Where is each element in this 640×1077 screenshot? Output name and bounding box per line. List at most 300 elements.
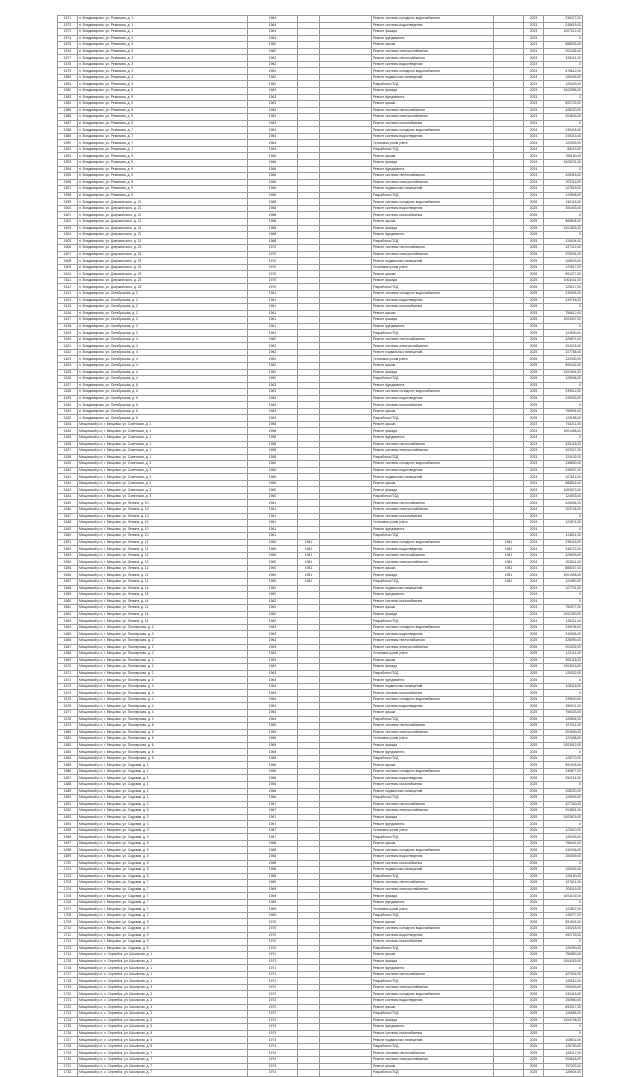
row-number-cell: 1726 — [58, 1030, 78, 1037]
cost-cell: 240115,00 — [544, 199, 583, 206]
built-year-cell: 1961 — [248, 520, 298, 527]
planned-year-cell: 2024 — [524, 546, 544, 553]
renovation-year-cell: 1981 — [298, 546, 320, 553]
cost-cell: 238830,00 — [544, 461, 583, 468]
work-type-cell: Ремонт системы водоотведения — [372, 631, 494, 638]
address-cell: Мещовский р-н, г. Мещовск, ул. Ленина, д. 10 — [78, 526, 248, 533]
work-type-cell: Ремонт системы электроснабжения — [372, 729, 494, 736]
work-type-cell: Ремонт фасада — [372, 225, 494, 232]
cost-cell: 1004102,00 — [544, 893, 583, 900]
built-year-cell: 1970 — [248, 945, 298, 952]
address-cell: Мещовский р-н, с. Серпейск, ул. Школьная, д. 1 — [78, 978, 248, 985]
address-cell: п. Владимирово, ул. Ремизова, д. 5 — [78, 101, 248, 108]
built-year-cell: 1971 — [248, 965, 298, 972]
address-cell: Мещовский р-н, г. Мещовск, ул. Садовая, д. 1 — [78, 762, 248, 769]
address-cell: Мещовский р-н, г. Мещовск, ул. Пионерская, д. 4 — [78, 677, 248, 684]
cost-cell: 890442,00 — [544, 362, 583, 369]
cost-cell: 248907,00 — [544, 467, 583, 474]
work-type-cell: Ремонт системы водоотведения — [372, 998, 494, 1005]
cost-cell: 240415,00 — [544, 991, 583, 998]
planned-year-cell: 2023 — [524, 428, 544, 435]
row-number-cell: 1688 — [58, 781, 78, 788]
row-number-cell: 1612 — [58, 284, 78, 291]
built-year-cell: 1965 — [248, 736, 298, 743]
work-type-cell: Ремонт системы электроснабжения — [372, 507, 494, 514]
work-type-cell: Разработка ПСД — [372, 579, 494, 586]
address-cell: п. Владимирово, ул. Октябрьская, д. 4 — [78, 343, 248, 350]
built-year-cell: 1970 — [248, 245, 298, 252]
row-number-cell: 1692 — [58, 808, 78, 815]
row-number-cell: 1669 — [58, 657, 78, 664]
work-type-cell: Установка узлов учета — [372, 520, 494, 527]
cost-cell: 1000873,00 — [544, 487, 583, 494]
row-number-cell: 1621 — [58, 343, 78, 350]
cost-cell: 889207,00 — [544, 565, 583, 572]
cost-cell: 756023,00 — [544, 709, 583, 716]
address-cell: Мещовский р-н, г. Мещовск, ул. Садовая, д. 5 — [78, 867, 248, 874]
work-type-cell: Ремонт системы водоотведения — [372, 133, 494, 140]
work-type-cell: Ремонт системы газоснабжения — [372, 1030, 494, 1037]
row-number-cell: 1637 — [58, 448, 78, 455]
planned-year-cell: 2025 — [524, 284, 544, 291]
cost-cell: 1005231,00 — [544, 160, 583, 167]
row-number-cell: 1580 — [58, 74, 78, 81]
built-year-cell: 1962 — [248, 611, 298, 618]
address-cell: п. Владимирово, ул. Октябрьская, д. 6 — [78, 408, 248, 415]
planned-year-cell: 2025 — [524, 677, 544, 684]
planned-year-cell: 2023 — [524, 421, 544, 428]
cost-cell: 122807,00 — [544, 906, 583, 913]
address-cell: п. Владимирово, ул. Ремизова, д. 5 — [78, 88, 248, 95]
work-type-cell: Ремонт подвальных помещений — [372, 1037, 494, 1044]
cost-cell: 427611,00 — [544, 880, 583, 887]
planned-year-cell: 2025 — [524, 991, 544, 998]
work-type-cell: Ремонт крыши — [372, 42, 494, 49]
row-number-cell: 1602 — [58, 218, 78, 225]
cost-cell: 1003307,00 — [544, 317, 583, 324]
built-year-cell: 1970 — [248, 271, 298, 278]
cost-cell: 1004708,00 — [544, 1017, 583, 1024]
row-number-cell: 1655 — [58, 565, 78, 572]
planned-year-cell: 2024 — [524, 500, 544, 507]
row-number-cell: 1575 — [58, 42, 78, 49]
cost-cell: 426871,00 — [544, 336, 583, 343]
cost-cell: 426315,00 — [544, 173, 583, 180]
row-number-cell: 1700 — [58, 860, 78, 867]
cost-cell: 0 — [544, 35, 583, 42]
work-type-cell: Ремонт подвальных помещений — [372, 788, 494, 795]
row-number-cell: 1706 — [58, 899, 78, 906]
address-cell: Мещовский р-н, с. Серпейск, ул. Школьная, д. 1 — [78, 971, 248, 978]
cost-cell: 1004415,00 — [544, 958, 583, 965]
row-number-cell: 1615 — [58, 304, 78, 311]
address-cell: Мещовский р-н, г. Мещовск, ул. Советская, д. 1 — [78, 448, 248, 455]
built-year-cell: 1963 — [248, 670, 298, 677]
planned-year-cell: 2025 — [524, 755, 544, 762]
row-number-cell: 1679 — [58, 723, 78, 730]
address-cell: Мещовский р-н, г. Мещовск, ул. Ленина, д. 12 — [78, 565, 248, 572]
row-number-cell: 1694 — [58, 821, 78, 828]
planned-year-cell: 2025 — [524, 218, 544, 225]
row-number-cell: 1709 — [58, 919, 78, 926]
row-number-cell: 1644 — [58, 493, 78, 500]
planned-year-cell: 2025 — [524, 1063, 544, 1070]
planned-year-cell: 2025 — [524, 906, 544, 913]
address-cell: п. Владимирово, ул. Дзержинского, д. 21 — [78, 232, 248, 239]
work-type-cell: Ремонт системы холодного водоснабжения — [372, 847, 494, 854]
work-type-cell: Ремонт системы электроснабжения — [372, 48, 494, 55]
cost-cell: 476612,00 — [544, 68, 583, 75]
planned-year-cell: 2025 — [524, 736, 544, 743]
built-year-cell: 1972 — [248, 991, 298, 998]
planned-year-cell: 2024 — [524, 153, 544, 160]
cost-cell: 0 — [544, 749, 583, 756]
built-year-cell: 1965 — [248, 749, 298, 756]
address-cell: Мещовский р-н, с. Серпейск, ул. Школьная, д. 3 — [78, 998, 248, 1005]
planned-year-cell: 2025 — [524, 801, 544, 808]
built-year-cell: 1967 — [248, 827, 298, 834]
built-year-cell: 1968 — [248, 232, 298, 239]
row-number-cell: 1597 — [58, 186, 78, 193]
row-number-cell: 1573 — [58, 29, 78, 36]
row-number-cell: 1630 — [58, 402, 78, 409]
planned-year-cell: 2025 — [524, 683, 544, 690]
renovation-year-cell: 1981 — [298, 552, 320, 559]
built-year-cell: 1965 — [248, 742, 298, 749]
work-type-cell: Ремонт системы газоснабжения — [372, 598, 494, 605]
address-cell: Мещовский р-н, г. Мещовск, ул. Садовая, д. 7 — [78, 893, 248, 900]
planned-year-cell: 2025 — [524, 277, 544, 284]
built-year-cell: 1962 — [248, 376, 298, 383]
row-number-cell: 1640 — [58, 467, 78, 474]
planned-year-cell: 2025 — [524, 834, 544, 841]
work-type-cell: Разработка ПСД — [372, 1011, 494, 1018]
row-number-cell: 1710 — [58, 926, 78, 933]
work-type-cell: Ремонт подвальных помещений — [372, 867, 494, 874]
row-number-cell: 1586 — [58, 114, 78, 121]
built-year-cell: 1962 — [248, 618, 298, 625]
built-year-cell: 1971 — [248, 971, 298, 978]
built-year-cell: 1960 — [248, 474, 298, 481]
row-number-cell: 1585 — [58, 107, 78, 114]
work-type-cell: Установка узлов учета — [372, 827, 494, 834]
extra-year-cell: 1981 — [494, 559, 524, 566]
address-cell: п. Владимирово, ул. Октябрьская, д. 2 — [78, 323, 248, 330]
planned-year-cell: 2024 — [524, 565, 544, 572]
row-number-cell: 1605 — [58, 238, 78, 245]
address-cell: Мещовский р-н, г. Мещовск, ул. Ленина, д. 10 — [78, 533, 248, 540]
cost-cell: 249718,00 — [544, 297, 583, 304]
built-year-cell: 1966 — [248, 186, 298, 193]
address-cell: Мещовский р-н, г. Мещовск, ул. Советская, д. 3 — [78, 480, 248, 487]
cost-cell: 239640,00 — [544, 696, 583, 703]
planned-year-cell: 2025 — [524, 854, 544, 861]
work-type-cell: Ремонт системы газоснабжения — [372, 304, 494, 311]
planned-year-cell: 2024 — [524, 146, 544, 153]
cost-cell: 248722,00 — [544, 546, 583, 553]
built-year-cell: 1970 — [248, 932, 298, 939]
row-number-cell: 1606 — [58, 245, 78, 252]
address-cell: Мещовский р-н, г. Мещовск, ул. Садовая, д. 9 — [78, 945, 248, 952]
address-cell: Мещовский р-н, г. Мещовск, ул. Садовая, д. 1 — [78, 795, 248, 802]
planned-year-cell: 2025 — [524, 395, 544, 402]
planned-year-cell: 2025 — [524, 775, 544, 782]
address-cell: Мещовский р-н, г. Мещовск, ул. Пионерская, д. 4 — [78, 716, 248, 723]
planned-year-cell: 2024 — [524, 127, 544, 134]
planned-year-cell: 2025 — [524, 343, 544, 350]
work-type-cell: Ремонт системы электроснабжения — [372, 984, 494, 991]
built-year-cell: 1966 — [248, 795, 298, 802]
address-cell: Мещовский р-н, г. Мещовск, ул. Ленина, д. 12 — [78, 559, 248, 566]
cost-cell: 755377,00 — [544, 605, 583, 612]
built-year-cell: 1962 — [248, 74, 298, 81]
cost-cell: 107756,00 — [544, 349, 583, 356]
address-cell: п. Владимирово, ул. Дзержинского, д. 23 — [78, 258, 248, 265]
address-cell: Мещовский р-н, г. Мещовск, ул. Советская, д. 1 — [78, 428, 248, 435]
planned-year-cell: 2025 — [524, 716, 544, 723]
address-cell: п. Владимирово, ул. Октябрьская, д. 4 — [78, 349, 248, 356]
built-year-cell: 1964 — [248, 696, 298, 703]
work-type-cell: Ремонт крыши — [372, 408, 494, 415]
address-cell: п. Владимирово, ул. Ремизова, д. 9 — [78, 192, 248, 199]
built-year-cell: 1972 — [248, 1011, 298, 1018]
built-year-cell: 1974 — [248, 1070, 298, 1077]
address-cell: Мещовский р-н, г. Мещовск, ул. Советская, д. 1 — [78, 421, 248, 428]
extra-year-cell: 1981 — [494, 539, 524, 546]
built-year-cell: 1966 — [248, 781, 298, 788]
work-type-cell: Ремонт системы электроснабжения — [372, 251, 494, 258]
address-cell: Мещовский р-н, г. Мещовск, ул. Садовая, д. 9 — [78, 939, 248, 946]
row-number-cell: 1717 — [58, 971, 78, 978]
address-cell: п. Владимирово, ул. Октябрьская, д. 6 — [78, 395, 248, 402]
planned-year-cell: 2024 — [524, 179, 544, 186]
address-cell: Мещовский р-н, г. Мещовск, ул. Советская, д. 3 — [78, 467, 248, 474]
cost-cell: 1001825,00 — [544, 225, 583, 232]
row-number-cell: 1708 — [58, 912, 78, 919]
planned-year-cell: 2025 — [524, 1056, 544, 1063]
row-number-cell: 1701 — [58, 867, 78, 874]
cost-cell: 892017,00 — [544, 1004, 583, 1011]
address-cell: п. Владимирово, ул. Ремизова, д. 5 — [78, 94, 248, 101]
work-type-cell: Ремонт системы водоотведения — [372, 703, 494, 710]
address-cell: п. Владимирово, ул. Дзержинского, д. 21 — [78, 218, 248, 225]
cost-cell: 124960,00 — [544, 579, 583, 586]
cost-cell: 248615,00 — [544, 22, 583, 29]
planned-year-cell: 2023 — [524, 16, 544, 23]
work-type-cell: Ремонт системы водоотведения — [372, 854, 494, 861]
address-cell: Мещовский р-н, г. Мещовск, ул. Советская, д. 1 — [78, 435, 248, 442]
built-year-cell: 1958 — [248, 421, 298, 428]
row-number-cell: 1725 — [58, 1024, 78, 1031]
work-type-cell: Ремонт системы холодного водоснабжения — [372, 991, 494, 998]
planned-year-cell: 2025 — [524, 1043, 544, 1050]
work-type-cell: Ремонт системы холодного водоснабжения — [372, 199, 494, 206]
planned-year-cell: 2025 — [524, 225, 544, 232]
work-type-cell: Установка узлов учета — [372, 264, 494, 271]
row-number-cell: 1610 — [58, 271, 78, 278]
work-type-cell: Ремонт системы холодного водоснабжения — [372, 696, 494, 703]
planned-year-cell: 2025 — [524, 781, 544, 788]
built-year-cell: 1960 — [248, 579, 298, 586]
work-type-cell: Ремонт крыши — [372, 101, 494, 108]
cost-cell: 889604,00 — [544, 218, 583, 225]
built-year-cell: 1966 — [248, 788, 298, 795]
address-cell: Мещовский р-н, г. Мещовск, ул. Пионерская, д. 4 — [78, 709, 248, 716]
cost-cell: 888525,00 — [544, 42, 583, 49]
renovation-year-cell: 1981 — [298, 565, 320, 572]
planned-year-cell: 2025 — [524, 945, 544, 952]
row-number-cell: 1678 — [58, 716, 78, 723]
work-type-cell: Разработка ПСД — [372, 670, 494, 677]
built-year-cell: 1966 — [248, 166, 298, 173]
row-number-cell: 1685 — [58, 762, 78, 769]
cost-cell: 0 — [544, 965, 583, 972]
work-type-cell: Ремонт крыши — [372, 310, 494, 317]
cost-cell: 892729,00 — [544, 101, 583, 108]
planned-year-cell: 2025 — [524, 232, 544, 239]
address-cell: Мещовский р-н, с. Серпейск, ул. Школьная, д. 7 — [78, 1056, 248, 1063]
planned-year-cell: 2023 — [524, 120, 544, 127]
address-cell: Мещовский р-н, г. Мещовск, ул. Садовая, д. 3 — [78, 821, 248, 828]
cost-cell: 125322,00 — [544, 670, 583, 677]
row-number-cell: 1687 — [58, 775, 78, 782]
cost-cell: 0 — [544, 781, 583, 788]
row-number-cell: 1682 — [58, 742, 78, 749]
work-type-cell: Разработка ПСД — [372, 834, 494, 841]
row-number-cell: 1667 — [58, 644, 78, 651]
row-number-cell: 1624 — [58, 362, 78, 369]
built-year-cell: 1968 — [248, 867, 298, 874]
planned-year-cell: 2025 — [524, 323, 544, 330]
address-cell: Мещовский р-н, с. Серпейск, ул. Школьная, д. 1 — [78, 965, 248, 972]
planned-year-cell: 2025 — [524, 952, 544, 959]
built-year-cell: 1962 — [248, 356, 298, 363]
address-cell: Мещовский р-н, г. Мещовск, ул. Садовая, д. 1 — [78, 775, 248, 782]
work-type-cell: Ремонт фасада — [372, 88, 494, 95]
row-number-cell: 1622 — [58, 349, 78, 356]
built-year-cell: 1966 — [248, 762, 298, 769]
work-type-cell: Ремонт системы теплоснабжения — [372, 55, 494, 62]
row-number-cell: 1723 — [58, 1011, 78, 1018]
cost-cell: 85213,00 — [544, 146, 583, 153]
cost-cell: 126150,00 — [544, 873, 583, 880]
work-type-cell: Разработка ПСД — [372, 1070, 494, 1077]
address-cell: п. Владимирово, ул. Ремизова, д. 7 — [78, 146, 248, 153]
work-type-cell: Ремонт фундамента — [372, 899, 494, 906]
planned-year-cell: 2024 — [524, 539, 544, 546]
planned-year-cell: 2025 — [524, 264, 544, 271]
row-number-cell: 1654 — [58, 559, 78, 566]
planned-year-cell: 2023 — [524, 81, 544, 88]
work-type-cell: Ремонт фундамента — [372, 166, 494, 173]
work-type-cell: Ремонт системы теплоснабжения — [372, 880, 494, 887]
address-cell: п. Владимирово, ул. Ремизова, д. 3 — [78, 81, 248, 88]
cost-cell: 124811,00 — [544, 533, 583, 540]
row-number-cell: 1712 — [58, 939, 78, 946]
address-cell: п. Владимирово, ул. Дзержинского, д. 23 — [78, 284, 248, 291]
address-cell: п. Владимирово, ул. Ремизова, д. 3 — [78, 74, 248, 81]
planned-year-cell: 2025 — [524, 376, 544, 383]
cost-cell: 0 — [544, 860, 583, 867]
cost-cell: 0 — [544, 598, 583, 605]
planned-year-cell: 2025 — [524, 926, 544, 933]
planned-year-cell: 2025 — [524, 1030, 544, 1037]
work-type-cell: Ремонт системы холодного водоснабжения — [372, 461, 494, 468]
work-type-cell: Разработка ПСД — [372, 755, 494, 762]
planned-year-cell: 2025 — [524, 742, 544, 749]
built-year-cell: 1963 — [248, 657, 298, 664]
built-year-cell: 1974 — [248, 1056, 298, 1063]
work-type-cell: Ремонт крыши — [372, 362, 494, 369]
built-year-cell: 1967 — [248, 808, 298, 815]
built-year-cell: 1960 — [248, 565, 298, 572]
built-year-cell: 1970 — [248, 258, 298, 265]
built-year-cell: 1962 — [248, 55, 298, 62]
address-cell: Мещовский р-н, г. Мещовск, ул. Пионерская, д. 6 — [78, 736, 248, 743]
work-type-cell: Ремонт фасада — [372, 572, 494, 579]
work-type-cell: Ремонт системы теплоснабжения — [372, 1050, 494, 1057]
planned-year-cell: 2025 — [524, 696, 544, 703]
address-cell: Мещовский р-н, г. Мещовск, ул. Ленина, д. 14 — [78, 598, 248, 605]
built-year-cell: 1962 — [248, 592, 298, 599]
cost-cell: 108115,00 — [544, 683, 583, 690]
planned-year-cell: 2023 — [524, 454, 544, 461]
built-year-cell: 1962 — [248, 369, 298, 376]
row-number-cell: 1731 — [58, 1063, 78, 1070]
row-number-cell: 1604 — [58, 232, 78, 239]
row-number-cell: 1641 — [58, 474, 78, 481]
cost-cell: 754211,00 — [544, 421, 583, 428]
work-type-cell: Ремонт фундамента — [372, 435, 494, 442]
planned-year-cell: 2025 — [524, 971, 544, 978]
cost-cell: 426004,00 — [544, 500, 583, 507]
cost-cell: 1002556,00 — [544, 88, 583, 95]
address-cell: Мещовский р-н, г. Мещовск, ул. Ленина, д. 14 — [78, 611, 248, 618]
cost-cell: 107701,00 — [544, 585, 583, 592]
built-year-cell: 1971 — [248, 978, 298, 985]
work-type-cell: Ремонт системы холодного водоснабжения — [372, 768, 494, 775]
address-cell: Мещовский р-н, г. Мещовск, ул. Пионерская, д. 4 — [78, 690, 248, 697]
address-cell: Мещовский р-н, г. Мещовск, ул. Садовая, д. 5 — [78, 860, 248, 867]
row-number-cell: 1703 — [58, 880, 78, 887]
work-type-cell: Разработка ПСД — [372, 618, 494, 625]
planned-year-cell: 2025 — [524, 297, 544, 304]
cost-cell: 425118,00 — [544, 441, 583, 448]
address-cell: п. Владимирово, ул. Дзержинского, д. 21 — [78, 238, 248, 245]
address-cell: Мещовский р-н, г. Мещовск, ул. Ленина, д. 10 — [78, 520, 248, 527]
address-cell: Мещовский р-н, г. Мещовск, ул. Пионерская, д. 4 — [78, 696, 248, 703]
row-number-cell: 1636 — [58, 441, 78, 448]
address-cell: п. Владимирово, ул. Октябрьская, д. 2 — [78, 310, 248, 317]
work-type-cell: Ремонт крыши — [372, 709, 494, 716]
planned-year-cell: 2025 — [524, 271, 544, 278]
row-number-cell: 1600 — [58, 205, 78, 212]
built-year-cell: 1972 — [248, 998, 298, 1005]
built-year-cell: 1960 — [248, 487, 298, 494]
planned-year-cell: 2025 — [524, 749, 544, 756]
extra-year-cell: 1981 — [494, 579, 524, 586]
planned-year-cell: 2025 — [524, 1037, 544, 1044]
work-type-cell: Ремонт системы теплоснабжения — [372, 336, 494, 343]
built-year-cell: 1969 — [248, 899, 298, 906]
address-cell: п. Владимирово, ул. Октябрьская, д. 6 — [78, 402, 248, 409]
work-type-cell: Ремонт фасада — [372, 664, 494, 671]
cost-cell: 428220,00 — [544, 107, 583, 114]
built-year-cell: 1965 — [248, 723, 298, 730]
cost-cell: 239006,00 — [544, 290, 583, 297]
cost-cell: 1002260,00 — [544, 611, 583, 618]
address-cell: п. Владимирово, ул. Октябрьская, д. 6 — [78, 415, 248, 422]
